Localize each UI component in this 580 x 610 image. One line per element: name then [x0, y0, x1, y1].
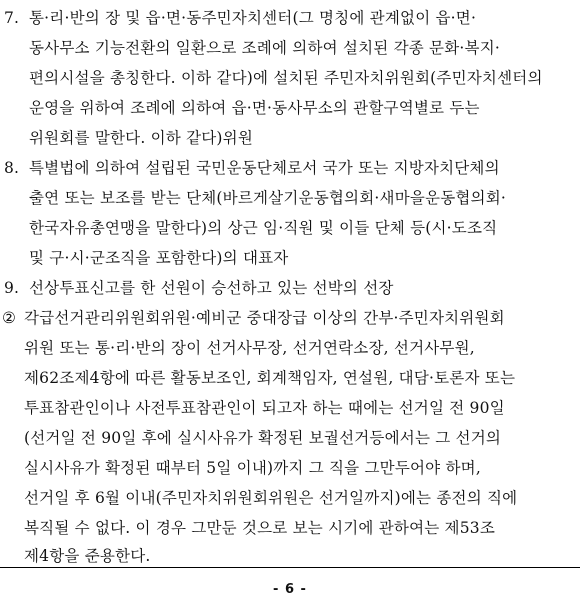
item-line: 한국자유총연맹을 말한다)의 상근 임·직원 및 이들 단체 등(시·도조직: [29, 219, 498, 237]
item-line: 통·리·반의 장 및 읍·면·동주민자치센터(그 명칭에 관계없이 읍·면·: [29, 9, 477, 27]
item-line: 특별법에 의하여 설립된 국민운동단체로서 국가 또는 지방자치단체의: [29, 159, 500, 177]
item-line: 및 구·시·군조직을 포함한다)의 대표자: [29, 249, 289, 267]
paragraph-line: 복직될 수 없다. 이 경우 그만둔 것으로 보는 시기에 관하여는 제53조: [24, 519, 496, 537]
item-line: 출연 또는 보조를 받는 단체(바르게살기운동협의회·새마을운동협의회·: [29, 189, 507, 207]
paragraph-marker: ②: [2, 309, 17, 327]
paragraph-line: 제4항을 준용한다.: [24, 547, 151, 565]
item-line: 편의시설을 총칭한다. 이하 같다)에 설치된 주민자치위원회(주민자치센터의: [29, 69, 543, 87]
paragraph-line: 투표참관인이나 사전투표참관인이 되고자 하는 때에는 선거일 전 90일: [24, 399, 505, 417]
paragraph-line: 실시사유가 확정된 때부터 5일 이내)까지 그 직을 그만두어야 하며,: [24, 459, 481, 477]
item-marker: 9.: [4, 279, 20, 297]
item-line: 선상투표신고를 한 선원이 승선하고 있는 선박의 선장: [29, 279, 394, 297]
item-marker: 7.: [4, 9, 20, 27]
paragraph-line: 각급선거관리위원회위원·예비군 중대장급 이상의 간부·주민자치위원회: [24, 309, 505, 327]
page-number: - 6 -: [273, 582, 307, 597]
paragraph-line: (선거일 전 90일 후에 실시사유가 확정된 보궐선거등에서는 그 선거의: [24, 429, 502, 447]
item-marker: 8.: [4, 159, 20, 177]
paragraph-line: 위원 또는 통·리·반의 장이 선거사무장, 선거연락소장, 선거사무원,: [24, 339, 475, 357]
item-line: 운영을 위하여 조례에 의하여 읍·면·동사무소의 관할구역별로 두는: [29, 99, 480, 117]
item-line: 위원회를 말한다. 이하 같다)위원: [29, 129, 254, 147]
item-line: 동사무소 기능전환의 일환으로 조례에 의하여 설치된 각종 문화·복지·: [29, 39, 500, 57]
paragraph-line: 선거일 후 6월 이내(주민자치위원회위원은 선거일까지)에는 종전의 직에: [24, 489, 518, 507]
paragraph-line: 제62조제4항에 따른 활동보조인, 회계책임자, 연설원, 대담·토론자 또는: [24, 369, 516, 387]
footer-divider: [0, 567, 580, 568]
